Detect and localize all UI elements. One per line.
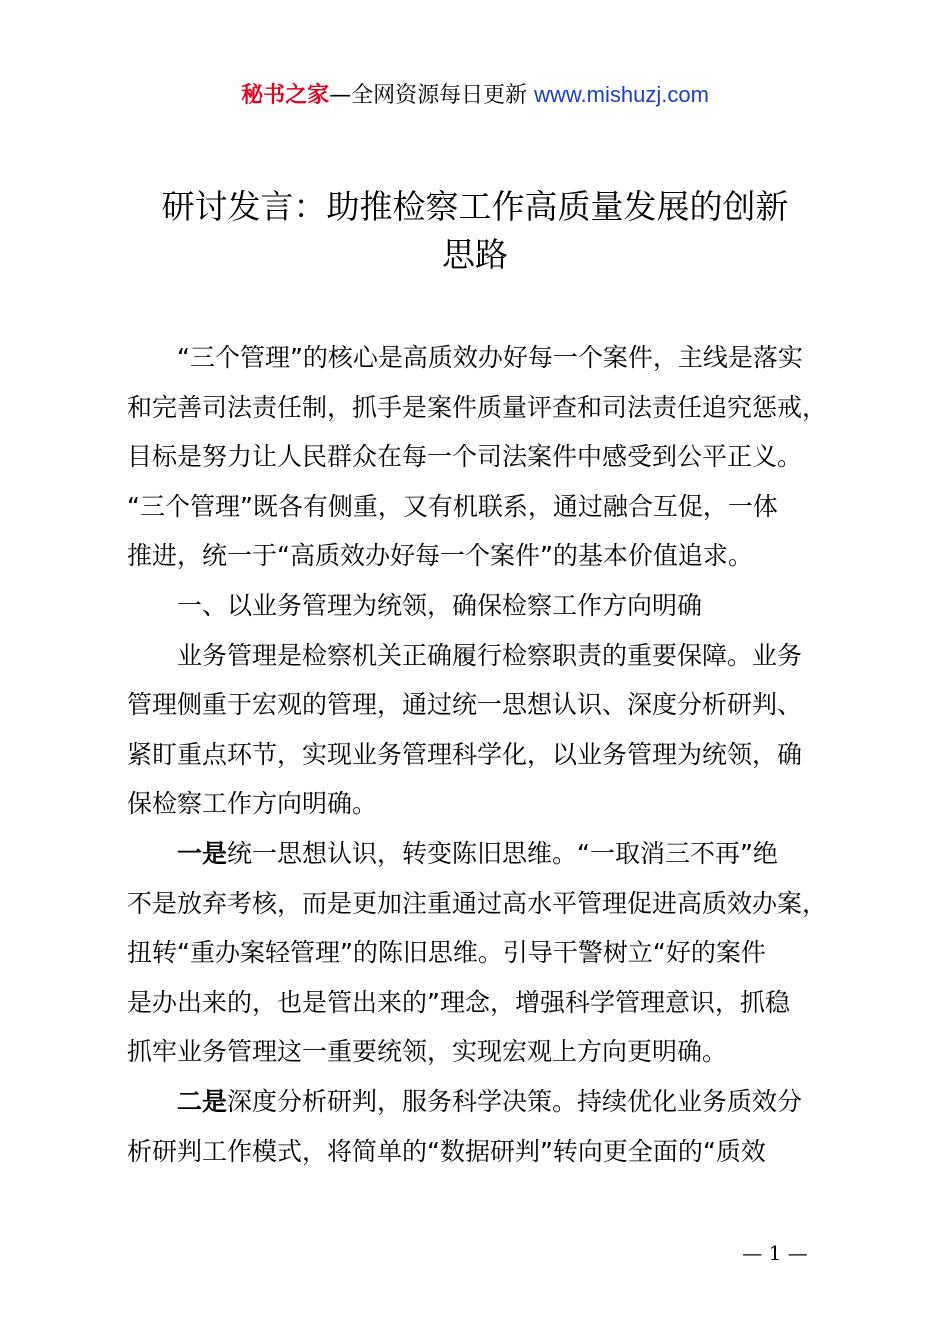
text-segment: 深度分析研判，服务科学决策。持续优化业务质效分 (227, 1086, 803, 1116)
text-line: 是办出来的，也是管出来的”理念，增强科学管理意识，抓稳 (127, 987, 790, 1017)
text-line (127, 1077, 837, 1127)
text-line: 扭转“重办案轻管理”的陈旧思维。引导干警树立“好的案件 (127, 938, 766, 968)
text-line: 目标是努力让人民群众在每一个司法案件中感受到公平正义。 (127, 442, 803, 472)
point-lead: 一是 (177, 838, 228, 868)
document-body (127, 333, 837, 1176)
text-line (127, 829, 837, 879)
site-url-link[interactable]: www.mishuzj.com (534, 82, 709, 107)
section-heading (127, 581, 837, 631)
paragraph-point-one (127, 829, 837, 1077)
brand-slogan: —全网资源每日更新 (329, 83, 528, 108)
text-line: 不是放弃考核，而是更加注重通过高水平管理促进高质效办案， (127, 888, 828, 918)
text-line: 和完善司法责任制，抓手是案件质量评查和司法责任追究惩戒， (127, 392, 828, 422)
title-line-1: 研讨发言：助推检察工作高质量发展的创新 (161, 187, 789, 226)
site-header (0, 78, 950, 113)
text-line: “三个管理”既各有侧重，又有机联系，通过融合互促，一体 (127, 491, 778, 521)
text-line: 紧盯重点环节，实现业务管理科学化，以业务管理为统领，确 (127, 739, 803, 769)
text-line: 抓牢业务管理这一重要统领，实现宏观上方向更明确。 (127, 1037, 728, 1067)
text-line: “三个管理”的核心是高质效办好每一个案件，主线是落实 (177, 343, 803, 372)
point-lead: 二是 (177, 1086, 228, 1116)
brand-name: 秘书之家 (241, 83, 330, 108)
text-line: 管理侧重于宏观的管理，通过统一思想认识、深度分析研判、 (127, 690, 803, 720)
document-title (0, 183, 950, 279)
text-line: 析研判工作模式，将简单的“数据研判”转向更全面的“质效 (127, 1136, 766, 1166)
paragraph-intro (127, 333, 837, 581)
text-segment: 统一思想认识，转变陈旧思维。“一取消三不再”绝 (227, 838, 778, 868)
text-line: 保检察工作方向明确。 (127, 789, 378, 819)
page-number: — 1 — (742, 1241, 808, 1265)
paragraph-business-management (127, 631, 837, 829)
title-line-2: 思路 (442, 235, 508, 274)
text-line: 推进，统一于“高质效办好每一个案件”的基本价值追求。 (127, 541, 753, 571)
text-line: 一、以业务管理为统领，确保检察工作方向明确 (177, 590, 703, 620)
text-line: 业务管理是检察机关正确履行检察职责的重要保障。业务 (177, 640, 803, 670)
paragraph-point-two (127, 1077, 837, 1176)
